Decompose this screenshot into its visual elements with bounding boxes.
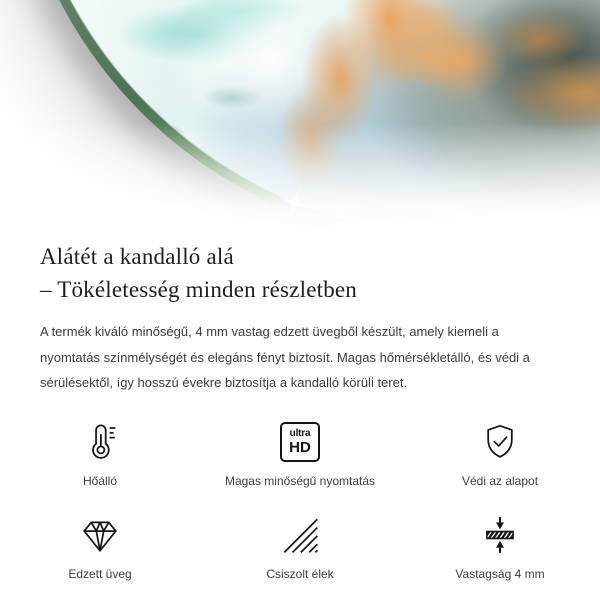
- feature-print-quality: [200, 419, 400, 488]
- feature-label: Hőálló: [82, 474, 118, 489]
- ultra-hd-text-bottom: HD: [289, 439, 311, 457]
- product-image-hero: [0, 0, 600, 236]
- text-section: [0, 241, 600, 395]
- diamond-icon: [79, 512, 121, 558]
- shield-check-icon: [479, 419, 521, 465]
- feature-heat-resistant: [0, 419, 200, 488]
- feature-label: Védi az alapot: [461, 474, 539, 489]
- page-title-line2: – Tökéletesség minden részletben: [40, 276, 358, 302]
- thickness-icon: [479, 512, 521, 558]
- feature-polished-edges: [200, 512, 400, 581]
- product-description: A termék kiváló minőségű, 4 mm vastag edzett üvegből készült, amely kiemeli a nyomtatás színmélységét és elegáns fényt biztosít. Magas hőmérsékletálló, és védi a sérülésektől, így hosszú évekre biztosítja a kandalló körüli teret.: [40, 324, 530, 390]
- feature-thickness: [400, 512, 600, 581]
- features-grid: [0, 419, 600, 581]
- ultra-hd-icon: [280, 419, 320, 465]
- thermometer-icon: [79, 419, 121, 465]
- feature-label: Vastagság 4 mm: [455, 567, 545, 582]
- feature-protects-base: [400, 419, 600, 488]
- page-title: [40, 241, 560, 306]
- page-title-line1: Alátét a kandalló alá: [40, 244, 234, 269]
- feature-label: Edzett üveg: [68, 567, 132, 582]
- feature-tempered-glass: [0, 512, 200, 581]
- polished-edges-icon: [279, 512, 321, 558]
- feature-label: Csiszolt élek: [266, 567, 334, 582]
- ultra-hd-text-top: ultra: [289, 428, 311, 440]
- hero-fade-overlay: [0, 0, 600, 236]
- feature-label: Magas minőségű nyomtatás: [224, 474, 376, 489]
